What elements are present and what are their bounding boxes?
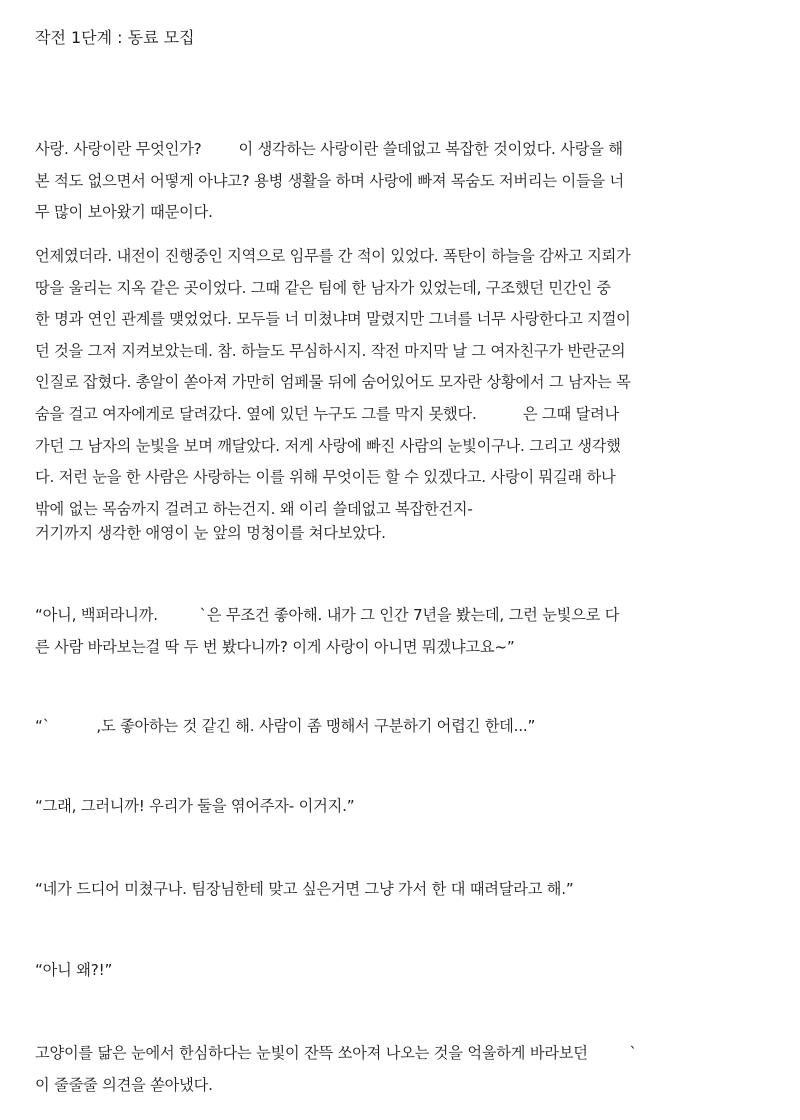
text-line: 가던 그 남자의 눈빛을 보며 깨달았다. 저게 사랑에 빠진 사람의 눈빛이구나. 그리고 생각했 <box>35 436 621 455</box>
text-line: 고양이를 닮은 눈에서 한심하다는 눈빛이 잔뜩 쏘아져 나오는 것을 억울하게 바라보던 ` <box>35 1044 637 1062</box>
paragraph-closing <box>35 1038 770 1101</box>
text-line: 던 것을 그저 지켜보았는데. 참. 하늘도 무심하시지. 작전 마지막 날 그 여자친구가 반란군의 <box>35 341 626 360</box>
text-line: 다. 저런 눈을 한 사람은 사랑하는 이를 위해 무엇이든 할 수 있겠다고. 사랑이 뭐길래 하나 <box>35 468 616 487</box>
dialogue-line-3 <box>35 791 770 823</box>
text-line: 한 명과 연인 관계를 맺었었다. 모두들 너 미쳤냐며 말렸지만 그녀를 너무 사랑한다고 지껄이 <box>35 310 631 329</box>
text-line: “아니 왜?!” <box>35 961 113 979</box>
paragraph-transition <box>35 518 770 550</box>
text-line: 인질로 잡혔다. 총알이 쏟아져 가만히 엄페물 뒤에 숨어있어도 모자란 상황에서 그 남자는 목 <box>35 373 631 392</box>
text-line: “네가 드디어 미쳤구나. 팀장님한테 맞고 싶은거면 그냥 가서 한 대 때려달라고 해.” <box>35 880 574 898</box>
text-line: 언제였더라. 내전이 진행중인 지역으로 임무를 간 적이 있었다. 폭탄이 하늘을 감싸고 지뢰가 <box>35 247 631 265</box>
text-line: 무 많이 보아왔기 때문이다. <box>35 203 213 222</box>
text-line: “아니, 백퍼라니까. `은 무조건 좋아해. 내가 그 인간 7년을 봤는데, 그런 눈빛으로 다 <box>35 606 620 624</box>
text-line: “그래, 그러니까! 우리가 둘을 엮어주자- 이거지.” <box>35 797 355 815</box>
text-line: “` ,도 좋아하는 것 같긴 해. 사람이 좀 맹해서 구분하기 어렵긴 한데...” <box>35 717 536 735</box>
dialogue-line-4 <box>35 874 770 906</box>
paragraph-love-intro <box>35 134 770 229</box>
dialogue-line-1 <box>35 600 770 663</box>
text-line: 사랑. 사랑이란 무엇인가? 이 생각하는 사랑이란 쓸데없고 복잡한 것이었다. 사랑을 해 <box>35 140 623 158</box>
text-line: 른 사람 바라보는걸 딱 두 번 봤다니까? 이게 사랑이 아니면 뭐겠냐고요~” <box>35 637 515 656</box>
chapter-heading: 작전 1단계 : 동료 모집 <box>35 28 195 47</box>
text-line: 거기까지 생각한 애영이 눈 앞의 멍청이를 쳐다보았다. <box>35 524 386 542</box>
text-line: 밖에 없는 목숨까지 걸려고 하는건지. 왜 이리 쓸데없고 복잡한건지- <box>35 499 473 518</box>
text-line: 땅을 울리는 지옥 같은 곳이었다. 그때 같은 팀에 한 남자가 있었는데, 구조했던 민간인 중 <box>35 278 611 297</box>
dialogue-line-2 <box>35 711 770 743</box>
paragraph-war-memory <box>35 241 770 525</box>
text-line: 이 줄줄줄 의견을 쏟아냈다. <box>35 1075 213 1094</box>
text-line: 본 적도 없으면서 어떻게 아냐고? 용병 생활을 하며 사랑에 빠져 목숨도 저버리는 이들을 너 <box>35 171 624 190</box>
text-line: 숨을 걸고 여자에게로 달려갔다. 옆에 있던 누구도 그를 막지 못했다. 은 그때 달려나 <box>35 404 619 423</box>
dialogue-line-5 <box>35 955 770 987</box>
